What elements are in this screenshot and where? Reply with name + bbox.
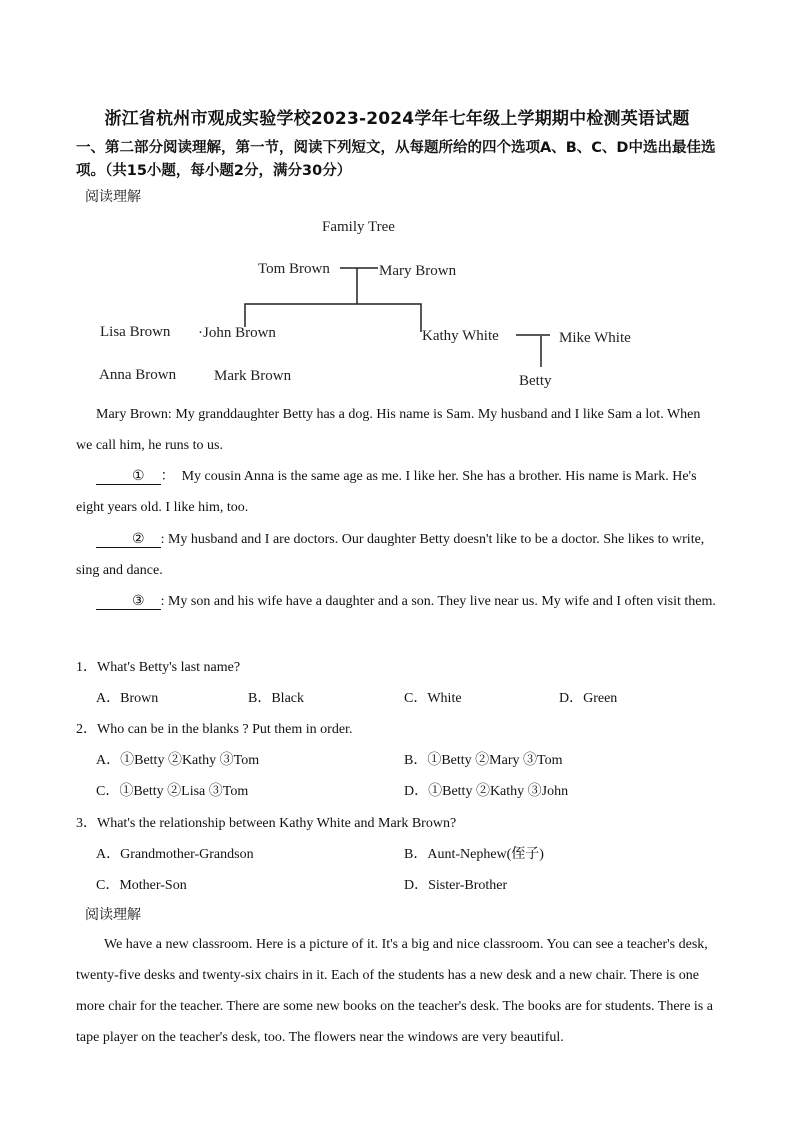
section-2-label: 阅读理解 — [85, 907, 141, 923]
question-1-option-c[interactable]: C．White — [404, 691, 462, 706]
section-heading: 一、第二部分阅读理解，第一节，阅读下列短文，从每题所给的四个选项A、B、C、D中选出最佳选项。（共15小题，每小题2分，满分30分） — [76, 140, 716, 179]
blank-3: ③ — [96, 594, 161, 610]
question-3-option-d[interactable]: D．Sister-Brother — [404, 878, 508, 893]
page-title: 浙江省杭州市观成实验学校2023-2024学年七年级上学期期中检测英语试题 — [104, 109, 690, 129]
tree-kathy-white: Kathy White — [422, 328, 499, 344]
tree-betty: Betty — [519, 373, 552, 389]
question-3-option-c[interactable]: C．Mother-Son — [96, 878, 187, 893]
tree-mike-white: Mike White — [559, 330, 631, 346]
passage2-paragraph: We have a new classroom. Here is a picture of it. It's a big and nice classroom. You can see a teacher's desk, twenty-five desks and twenty-six chairs in it. Each of the students has a new desk and a new chair. There is one more chair for the teacher. There are some new books on the teacher's desk. The books are for students. There is a tape player on the teacher's desk, too. The flowers near the windows are very beautiful. — [76, 937, 713, 1045]
question-3-option-a[interactable]: A．Grandmother-Grandson — [96, 847, 254, 862]
question-2-stem: 2．Who can be in the blanks ? Put them in order. — [76, 722, 353, 737]
question-2-option-a[interactable]: A．①Betty ②Kathy ③Tom — [96, 753, 260, 768]
tree-tom-brown: Tom Brown — [258, 261, 330, 277]
blank-2: ② — [96, 532, 161, 548]
family-tree-diagram — [95, 212, 655, 397]
question-2-option-d[interactable]: D．①Betty ②Kathy ③John — [404, 784, 569, 799]
section-label: 阅读理解 — [85, 189, 141, 205]
question-3-option-b[interactable]: B．Aunt-Nephew(侄子) — [404, 847, 544, 862]
passage1-paragraph-2: ① ： My cousin Anna is the same age as me. I like her. She has a brother. His name is Mark. He's eight years old. I like him, too. — [76, 469, 697, 515]
question-1-option-d[interactable]: D．Green — [559, 691, 618, 706]
passage1-paragraph-4: ③ : My son and his wife have a daughter and a son. They live near us. My wife and I often visit them. — [76, 586, 716, 617]
question-2-option-b[interactable]: B．①Betty ②Mary ③Tom — [404, 753, 563, 768]
tree-john-brown: ·John Brown — [198, 325, 276, 341]
question-3-stem: 3．What's the relationship between Kathy White and Mark Brown? — [76, 816, 457, 831]
question-2-option-c[interactable]: C．①Betty ②Lisa ③Tom — [96, 784, 249, 799]
tree-mark-brown: Mark Brown — [214, 368, 292, 384]
question-1-option-a[interactable]: A．Brown — [96, 691, 159, 706]
tree-title: Family Tree — [322, 219, 395, 235]
question-1-stem: 1．What's Betty's last name? — [76, 660, 241, 675]
question-1-option-b[interactable]: B．Black — [248, 691, 304, 706]
tree-anna-brown: Anna Brown — [99, 367, 177, 383]
blank-1: ① — [96, 469, 161, 485]
passage1-paragraph-1: Mary Brown: My granddaughter Betty has a dog. His name is Sam. My husband and I like Sam a lot. When we call him, he runs to us. — [76, 407, 701, 453]
tree-lisa-brown: Lisa Brown — [100, 324, 171, 340]
passage1-paragraph-3: ② : My husband and I are doctors. Our daughter Betty doesn't like to be a doctor. She likes to write, sing and dance. — [76, 532, 705, 578]
tree-mary-brown: Mary Brown — [379, 263, 457, 279]
